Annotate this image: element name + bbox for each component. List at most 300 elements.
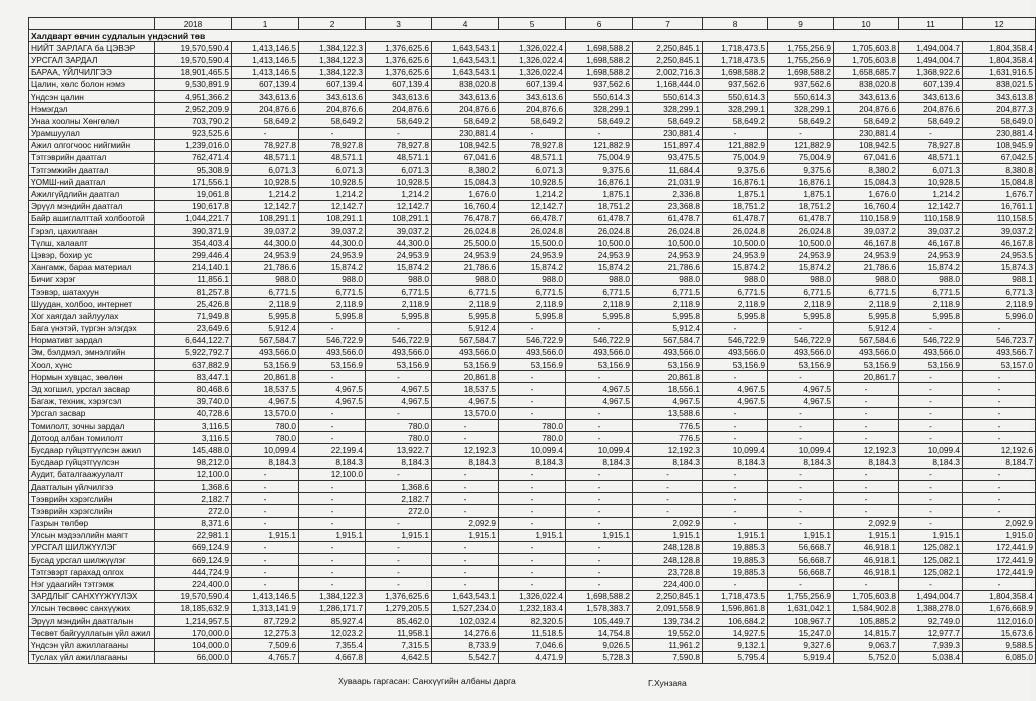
value-cell: 1,698,588.2 <box>703 66 768 78</box>
value-cell: 110,158.5 <box>963 212 1036 224</box>
value-cell: 24,953.5 <box>963 249 1036 261</box>
value-cell: 10,928.5 <box>366 176 432 188</box>
value-cell: 8,184.3 <box>499 456 566 468</box>
value-cell: - <box>899 578 963 590</box>
value-cell: 12,192.6 <box>963 444 1036 456</box>
value-cell: 5,728.3 <box>566 651 633 663</box>
value-cell: - <box>899 505 963 517</box>
value-cell: - <box>432 541 499 553</box>
value-cell: - <box>432 566 499 578</box>
value-cell: 6,771.5 <box>633 285 703 297</box>
value-cell: 493,566.0 <box>834 346 899 358</box>
value-cell: 546,722.9 <box>703 334 768 346</box>
value-cell: 121,882.9 <box>768 139 834 151</box>
row-label: Аудит, баталгаажуулалт <box>29 468 155 480</box>
value-cell: 4,471.9 <box>499 651 566 663</box>
value-cell: - <box>899 517 963 529</box>
value-cell: 25,500.0 <box>432 237 499 249</box>
value-cell: 15,084.3 <box>432 176 499 188</box>
value-cell: 354,403.4 <box>155 237 232 249</box>
value-cell: - <box>566 554 633 566</box>
table-row <box>29 151 1036 163</box>
value-cell: 11,518.5 <box>499 627 566 639</box>
value-cell: 46,918.1 <box>834 554 899 566</box>
value-cell: 66,000.0 <box>155 651 232 663</box>
value-cell: 1,214.2 <box>299 188 366 200</box>
row-label: Даатгалын үйлчилгээ <box>29 480 155 492</box>
value-cell: 78,927.8 <box>232 139 299 151</box>
value-cell: 5,995.8 <box>768 310 834 322</box>
value-cell: 4,967.5 <box>633 395 703 407</box>
row-label: НИЙТ ЗАРЛАГА ба ЦЭВЭР <box>29 42 155 54</box>
value-cell: - <box>963 322 1036 334</box>
value-cell: - <box>834 505 899 517</box>
value-cell: - <box>299 127 366 139</box>
value-cell: 2,092.9 <box>432 517 499 529</box>
table-row <box>29 249 1036 261</box>
value-cell: 4,967.5 <box>299 395 366 407</box>
table-row <box>29 432 1036 444</box>
value-cell: 24,953.9 <box>703 249 768 261</box>
value-cell: 19,885.3 <box>703 541 768 553</box>
value-cell: - <box>834 420 899 432</box>
table-body <box>29 30 1036 664</box>
table-row <box>29 103 1036 115</box>
table-row <box>29 359 1036 371</box>
value-cell: - <box>499 578 566 590</box>
value-cell: 2,118.9 <box>963 298 1036 310</box>
value-cell: - <box>566 480 633 492</box>
value-cell: 493,566.0 <box>899 346 963 358</box>
value-cell: 10,928.5 <box>299 176 366 188</box>
value-cell: - <box>566 407 633 419</box>
value-cell: 8,380.2 <box>432 164 499 176</box>
value-cell: 12,100.0 <box>299 468 366 480</box>
value-cell: 1,755,256.9 <box>768 54 834 66</box>
value-cell: - <box>768 127 834 139</box>
value-cell: 1,631,042.1 <box>768 602 834 614</box>
table-row <box>29 541 1036 553</box>
value-cell: 4,667.8 <box>299 651 366 663</box>
value-cell: - <box>768 371 834 383</box>
value-cell: 12,142.7 <box>366 200 432 212</box>
value-cell: 53,156.9 <box>703 359 768 371</box>
value-cell: - <box>366 578 432 590</box>
value-cell: 58,649.2 <box>566 115 633 127</box>
table-row <box>29 395 1036 407</box>
value-cell: 1,643,543.1 <box>432 590 499 602</box>
value-cell: 493,566.0 <box>366 346 432 358</box>
value-cell: 20,861.8 <box>432 371 499 383</box>
value-cell: - <box>432 505 499 517</box>
value-cell: 110,158.9 <box>899 212 963 224</box>
value-cell: 112,016.0 <box>963 615 1036 627</box>
value-cell: 5,038.4 <box>899 651 963 663</box>
table-row <box>29 225 1036 237</box>
value-cell: 53,156.9 <box>566 359 633 371</box>
value-cell: 19,570,590.4 <box>155 42 232 54</box>
value-cell: 1,584,902.8 <box>834 602 899 614</box>
value-cell: 22,981.1 <box>155 529 232 541</box>
value-cell: 6,771.3 <box>963 285 1036 297</box>
value-cell: 2,952,209.9 <box>155 103 232 115</box>
value-cell: 1,232,183.4 <box>499 602 566 614</box>
value-cell: - <box>899 468 963 480</box>
value-cell: - <box>899 322 963 334</box>
row-label: Тэтгэврийн даатгал <box>29 151 155 163</box>
value-cell: 26,024.8 <box>768 225 834 237</box>
value-cell: 1,643,543.1 <box>432 66 499 78</box>
value-cell: 224,400.0 <box>633 578 703 590</box>
value-cell: 39,740.0 <box>155 395 232 407</box>
value-cell: 15,874.3 <box>963 261 1036 273</box>
value-cell: 58,649.2 <box>633 115 703 127</box>
value-cell: 1,376,625.6 <box>366 66 432 78</box>
value-cell: 21,786.6 <box>834 261 899 273</box>
value-cell: 110,158.9 <box>834 212 899 224</box>
table-row <box>29 66 1036 78</box>
value-cell: 988.1 <box>963 273 1036 285</box>
value-cell: 1,718,473.5 <box>703 590 768 602</box>
value-cell: 550,614.3 <box>566 90 633 102</box>
value-cell: 1,705,603.8 <box>834 54 899 66</box>
value-cell: 204,877.3 <box>963 103 1036 115</box>
value-cell: 75,004.9 <box>566 151 633 163</box>
value-cell: 21,786.6 <box>232 261 299 273</box>
value-cell: 8,733.9 <box>432 639 499 651</box>
table-row <box>29 493 1036 505</box>
value-cell: 1,326,022.4 <box>499 66 566 78</box>
value-cell: 1,676.7 <box>963 188 1036 200</box>
value-cell: 8,380.8 <box>963 164 1036 176</box>
value-cell: 4,765.7 <box>232 651 299 663</box>
value-cell: - <box>299 371 366 383</box>
value-cell: 780.0 <box>232 432 299 444</box>
value-cell: 16,876.1 <box>768 176 834 188</box>
column-header: 2 <box>299 18 366 30</box>
value-cell: - <box>834 493 899 505</box>
table-row <box>29 444 1036 456</box>
header-row <box>29 18 1036 30</box>
value-cell: 16,876.1 <box>566 176 633 188</box>
value-cell: 5,752.0 <box>834 651 899 663</box>
value-cell: 5,995.8 <box>633 310 703 322</box>
table-row <box>29 200 1036 212</box>
value-cell: 1,804,358.4 <box>963 42 1036 54</box>
value-cell: - <box>834 407 899 419</box>
value-cell: - <box>499 371 566 383</box>
value-cell: 3,116.5 <box>155 432 232 444</box>
value-cell: - <box>703 371 768 383</box>
value-cell: 23,368.8 <box>633 200 703 212</box>
row-label: Улсын мэдээллийн маягт <box>29 529 155 541</box>
value-cell: 24,953.9 <box>432 249 499 261</box>
column-header: 4 <box>432 18 499 30</box>
value-cell: 1,698,588.2 <box>566 42 633 54</box>
value-cell: - <box>366 468 432 480</box>
value-cell: 67,041.6 <box>432 151 499 163</box>
value-cell: 4,967.5 <box>366 383 432 395</box>
value-cell: 493,566.0 <box>566 346 633 358</box>
value-cell: 20,861.8 <box>232 371 299 383</box>
value-cell: 637,882.9 <box>155 359 232 371</box>
value-cell: 4,967.5 <box>703 383 768 395</box>
value-cell: 75,004.9 <box>768 151 834 163</box>
value-cell: 39,037.2 <box>899 225 963 237</box>
value-cell: 1,214.2 <box>899 188 963 200</box>
value-cell: 12,142.7 <box>299 200 366 212</box>
value-cell: 224,400.0 <box>155 578 232 590</box>
value-cell: 83,447.1 <box>155 371 232 383</box>
value-cell: 2,250,845.1 <box>633 54 703 66</box>
value-cell: 4,967.5 <box>366 395 432 407</box>
value-cell: 2,092.9 <box>963 517 1036 529</box>
value-cell: 838,020.8 <box>432 78 499 90</box>
row-label: Тээврийн хэрэгслийн <box>29 493 155 505</box>
value-cell: 105,449.7 <box>566 615 633 627</box>
value-cell: - <box>232 480 299 492</box>
value-cell: 838,020.8 <box>834 78 899 90</box>
signatory-name: Г.Хунзаяа <box>648 678 687 688</box>
value-cell: 4,967.5 <box>703 395 768 407</box>
value-cell: 988.0 <box>499 273 566 285</box>
value-cell: - <box>963 407 1036 419</box>
row-label: Хог хаягдал зайлуулах <box>29 310 155 322</box>
value-cell: - <box>432 468 499 480</box>
value-cell: 24,953.9 <box>499 249 566 261</box>
value-cell: - <box>232 468 299 480</box>
value-cell: 26,024.8 <box>633 225 703 237</box>
value-cell: 607,139.4 <box>232 78 299 90</box>
value-cell: 24,953.9 <box>899 249 963 261</box>
value-cell: 61,478.7 <box>566 212 633 224</box>
value-cell: 1,368.6 <box>155 480 232 492</box>
row-label: Тээвэр, шатахуун <box>29 285 155 297</box>
value-cell: 2,182.7 <box>366 493 432 505</box>
value-cell: 444,724.9 <box>155 566 232 578</box>
value-cell: 1,313,141.9 <box>232 602 299 614</box>
value-cell: 121,882.9 <box>566 139 633 151</box>
value-cell: 703,790.2 <box>155 115 232 127</box>
row-label: Тээврийн хэрэгслийн <box>29 505 155 517</box>
value-cell: - <box>703 578 768 590</box>
value-cell: - <box>963 468 1036 480</box>
value-cell: 1,384,122.3 <box>299 66 366 78</box>
value-cell: 493,566.0 <box>299 346 366 358</box>
row-label: Цэвэр, бохир ус <box>29 249 155 261</box>
value-cell: 9,375.6 <box>566 164 633 176</box>
value-cell: 12,142.7 <box>499 200 566 212</box>
value-cell: 53,157.0 <box>963 359 1036 371</box>
value-cell: - <box>432 554 499 566</box>
value-cell: 15,247.0 <box>768 627 834 639</box>
value-cell: 9,063.7 <box>834 639 899 651</box>
value-cell: 1,376,625.6 <box>366 590 432 602</box>
value-cell: 2,092.9 <box>834 517 899 529</box>
value-cell: 14,815.7 <box>834 627 899 639</box>
value-cell: 8,184.3 <box>703 456 768 468</box>
value-cell: 567,584.7 <box>633 334 703 346</box>
row-label: УРСГАЛ ЗАРДАЛ <box>29 54 155 66</box>
value-cell: 1,214.2 <box>366 188 432 200</box>
value-cell: 24,953.9 <box>834 249 899 261</box>
value-cell: - <box>834 578 899 590</box>
row-label: Нэмэгдэл <box>29 103 155 115</box>
value-cell: 6,071.3 <box>299 164 366 176</box>
value-cell: - <box>232 566 299 578</box>
row-label: Эрүүл мэндийн даатгалын <box>29 615 155 627</box>
value-cell: 108,942.5 <box>834 139 899 151</box>
table-row <box>29 627 1036 639</box>
value-cell: 40,728.6 <box>155 407 232 419</box>
value-cell: 78,927.8 <box>899 139 963 151</box>
value-cell: - <box>566 493 633 505</box>
value-cell: 567,584.6 <box>834 334 899 346</box>
value-cell: - <box>768 407 834 419</box>
value-cell: - <box>499 383 566 395</box>
value-cell: 988.0 <box>232 273 299 285</box>
column-header: 3 <box>366 18 432 30</box>
value-cell: 937,562.6 <box>566 78 633 90</box>
value-cell: 5,922,792.7 <box>155 346 232 358</box>
prepared-by-label: Хуваарь гаргасан: Санхүүгийн албаны дарга <box>338 676 516 686</box>
value-cell: 567,584.7 <box>232 334 299 346</box>
value-cell: 988.0 <box>432 273 499 285</box>
value-cell: - <box>566 127 633 139</box>
value-cell: 12,192.3 <box>432 444 499 456</box>
value-cell: 1,214.2 <box>232 188 299 200</box>
value-cell: - <box>768 420 834 432</box>
row-label: Туслах үйл ажиллагааны <box>29 651 155 663</box>
value-cell: 121,882.9 <box>703 139 768 151</box>
value-cell: 85,462.0 <box>366 615 432 627</box>
value-cell: 780.0 <box>366 420 432 432</box>
value-cell: 48,571.1 <box>366 151 432 163</box>
value-cell: 20,861.8 <box>633 371 703 383</box>
value-cell: - <box>566 420 633 432</box>
value-cell: 12,977.7 <box>899 627 963 639</box>
value-cell: - <box>899 371 963 383</box>
value-cell: 46,167.8 <box>899 237 963 249</box>
value-cell: 75,004.9 <box>703 151 768 163</box>
value-cell: - <box>499 468 566 480</box>
value-cell: - <box>834 383 899 395</box>
value-cell: 10,500.0 <box>768 237 834 249</box>
value-cell: - <box>499 395 566 407</box>
row-label: Түлш, халаалт <box>29 237 155 249</box>
value-cell: 1,658,685.7 <box>834 66 899 78</box>
value-cell: 139,734.2 <box>633 615 703 627</box>
value-cell: 390,371.9 <box>155 225 232 237</box>
value-cell: 1,875.1 <box>703 188 768 200</box>
value-cell: 46,167.8 <box>834 237 899 249</box>
table-row <box>29 164 1036 176</box>
column-header: 7 <box>633 18 703 30</box>
value-cell: 14,927.5 <box>703 627 768 639</box>
value-cell: - <box>703 517 768 529</box>
value-cell: 108,967.7 <box>768 615 834 627</box>
value-cell: 10,099.4 <box>703 444 768 456</box>
value-cell: 10,099.4 <box>232 444 299 456</box>
value-cell: 108,291.1 <box>366 212 432 224</box>
value-cell: 5,919.4 <box>768 651 834 663</box>
value-cell: 15,500.0 <box>499 237 566 249</box>
value-cell: 2,250,845.1 <box>633 590 703 602</box>
table-row <box>29 188 1036 200</box>
column-header: 9 <box>768 18 834 30</box>
value-cell: - <box>566 578 633 590</box>
value-cell: 272.0 <box>155 505 232 517</box>
value-cell: - <box>834 480 899 492</box>
table-row <box>29 90 1036 102</box>
row-label: Хоол, хүнс <box>29 359 155 371</box>
row-label: Гэрэл, цахилгаан <box>29 225 155 237</box>
value-cell: 1,698,588.2 <box>768 66 834 78</box>
value-cell: - <box>299 407 366 419</box>
value-cell: 1,804,358.4 <box>963 54 1036 66</box>
value-cell: 5,912.4 <box>633 322 703 334</box>
row-label: Томилолт, зочны зардал <box>29 420 155 432</box>
value-cell: 1,376,625.6 <box>366 42 432 54</box>
value-cell: 607,139.4 <box>899 78 963 90</box>
value-cell: - <box>963 420 1036 432</box>
value-cell: 988.0 <box>299 273 366 285</box>
row-label: Эрүүл мэндийн даатгал <box>29 200 155 212</box>
value-cell: 2,118.9 <box>232 298 299 310</box>
table-row <box>29 590 1036 602</box>
value-cell: 4,967.5 <box>566 395 633 407</box>
value-cell: - <box>703 322 768 334</box>
value-cell: 24,953.9 <box>299 249 366 261</box>
value-cell: 1,718,473.5 <box>703 54 768 66</box>
value-cell: 14,276.6 <box>432 627 499 639</box>
value-cell: - <box>299 566 366 578</box>
value-cell: 26,024.8 <box>703 225 768 237</box>
value-cell: 546,722.9 <box>366 334 432 346</box>
value-cell: 76,478.7 <box>432 212 499 224</box>
value-cell: 5,995.8 <box>366 310 432 322</box>
value-cell: 4,967.5 <box>768 395 834 407</box>
value-cell: 71,949.8 <box>155 310 232 322</box>
value-cell: 1,698,588.2 <box>566 66 633 78</box>
value-cell: 493,566.0 <box>499 346 566 358</box>
value-cell: 1,631,916.5 <box>963 66 1036 78</box>
value-cell: 125,082.1 <box>899 566 963 578</box>
value-cell: - <box>566 566 633 578</box>
value-cell: 1,804,358.4 <box>963 590 1036 602</box>
value-cell: - <box>963 493 1036 505</box>
value-cell: 343,613.6 <box>834 90 899 102</box>
value-cell: 15,874.2 <box>499 261 566 273</box>
value-cell: 328,299.1 <box>566 103 633 115</box>
value-cell: - <box>499 322 566 334</box>
value-cell: 550,614.3 <box>633 90 703 102</box>
value-cell: 21,786.6 <box>432 261 499 273</box>
value-cell: 26,024.8 <box>432 225 499 237</box>
value-cell: 204,876.6 <box>499 103 566 115</box>
row-label: Улсын төсвөөс санхүүжих <box>29 602 155 614</box>
value-cell: - <box>963 578 1036 590</box>
value-cell: 669,124.9 <box>155 554 232 566</box>
value-cell: - <box>899 127 963 139</box>
value-cell: 1,915.1 <box>633 529 703 541</box>
row-label: Цалин, хөлс болон нэмэ <box>29 78 155 90</box>
value-cell: 18,556.1 <box>633 383 703 395</box>
value-cell: 12,192.3 <box>633 444 703 456</box>
value-cell: - <box>899 383 963 395</box>
value-cell: 1,368.6 <box>366 480 432 492</box>
value-cell: 172,441.9 <box>963 566 1036 578</box>
